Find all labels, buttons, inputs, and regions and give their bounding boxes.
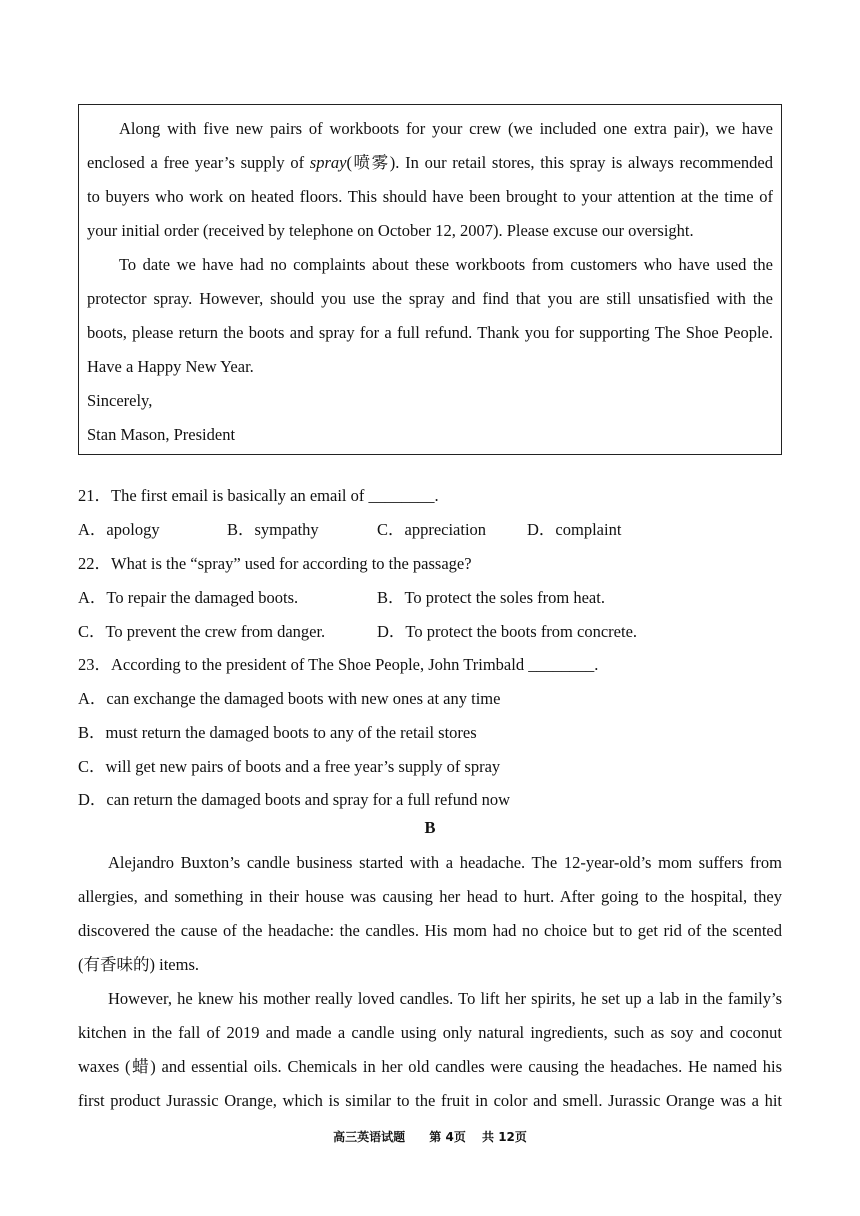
question-21-option-c: C．appreciation [377,520,487,539]
passage-line: first product Jurassic Orange, which is similar to the fruit in color and smell. Jurassic Orange was a hit [78,1091,782,1110]
passage-line: discovered the cause of the headache: the candles. His mom had no choice but to get rid of the scented [78,921,782,940]
question-23-stem: 23．According to the president of The Shoe People, John Trimbald ________. [78,655,599,674]
question-21-stem: 21．The first email is basically an email of ________. [78,486,439,505]
page-footer [0,1128,860,1145]
passage-line: However, he knew his mother really loved candles. To lift her spirits, he set up a lab in the family’s [108,989,782,1008]
passage-line: Alejandro Buxton’s candle business started with a headache. The 12-year-old’s mom suffers from [108,853,782,872]
letter-line: protector spray. However, should you use the spray and find that you are still unsatisfied with the [87,289,773,308]
footer-subject: 高三英语试题 [333,1130,406,1144]
letter-box [78,104,782,455]
letter-line: To date we have had no complaints about these workboots from customers who have used the [119,255,773,274]
question-21-option-a: A．apology [78,520,160,539]
question-22-option-c: C．To prevent the crew from danger. [78,622,326,641]
passage-line: allergies, and something in their house was causing her head to hurt. After going to the hospital, they [78,887,782,906]
emphasis-word: spray [309,153,347,172]
letter-closing: Sincerely, [87,391,153,410]
passage-line: (有香味的) items. [78,955,199,974]
question-23-option-b: B．must return the damaged boots to any of the retail stores [78,723,477,742]
question-23-option-d: D．can return the damaged boots and spray for a full refund now [78,790,511,809]
passage-line: kitchen in the fall of 2019 and made a candle using only natural ingredients, such as soy and coconut [78,1023,782,1042]
letter-signature: Stan Mason, President [87,425,236,444]
letter-line: Along with five new pairs of workboots for your crew (we included one extra pair), we have [119,119,773,138]
question-22-option-b: B．To protect the soles from heat. [377,588,605,607]
letter-line: boots, please return the boots and spray for a full refund. Thank you for supporting The Shoe People. [87,323,773,342]
letter-line: to buyers who work on heated floors. This should have been brought to your attention at the time of [87,187,773,206]
question-21-option-b: B．sympathy [227,520,319,539]
letter-line: Have a Happy New Year. [87,357,254,376]
footer-page-number: 第 4页 [429,1130,466,1144]
letter-line: enclosed a free year’s supply of spray(喷雾). In our retail stores, this spray is always recommended [87,153,773,172]
passage-line: waxes (蜡) and essential oils. Chemicals in her old candles were causing the headaches. He named his [78,1057,782,1076]
question-22-stem: 22．What is the “spray” used for according to the passage? [78,554,472,573]
question-21-option-d: D．complaint [527,520,622,539]
footer-total-pages: 共 12页 [482,1130,527,1144]
letter-line: your initial order (received by telephone on October 12, 2007). Please excuse our oversight. [87,221,694,240]
question-22-option-a: A．To repair the damaged boots. [78,588,299,607]
section-heading: B [424,818,436,837]
question-23-option-c: C．will get new pairs of boots and a free year’s supply of spray [78,757,501,776]
question-22-option-d: D．To protect the boots from concrete. [377,622,638,641]
question-23-option-a: A．can exchange the damaged boots with new ones at any time [78,689,501,708]
